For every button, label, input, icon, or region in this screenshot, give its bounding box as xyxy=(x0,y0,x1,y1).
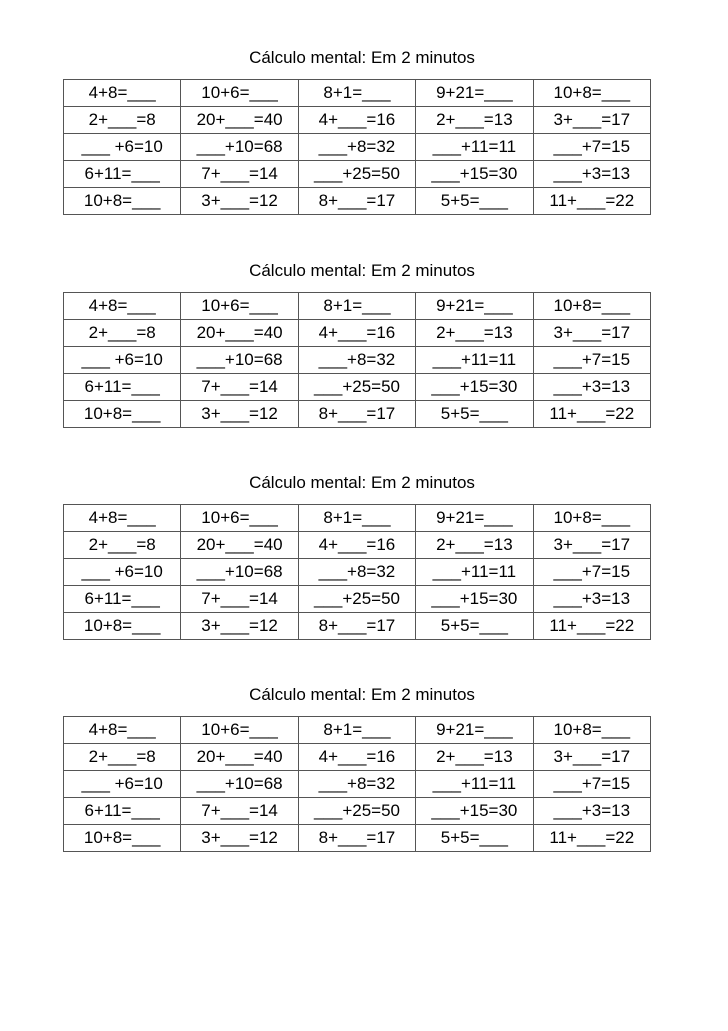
exercise-cell: 2+___=13 xyxy=(416,320,533,347)
exercise-cell: 10+6=___ xyxy=(181,717,298,744)
exercise-cell: 3+___=12 xyxy=(181,613,298,640)
exercise-cell: 10+8=___ xyxy=(533,80,650,107)
worksheet-2 xyxy=(63,256,651,428)
exercise-cell: 3+___=17 xyxy=(533,320,650,347)
table-row xyxy=(64,771,651,798)
exercise-cell: ___+8=32 xyxy=(298,559,415,586)
exercise-cell: 11+___=22 xyxy=(533,825,650,852)
exercise-cell: ___+15=30 xyxy=(416,798,533,825)
exercise-cell: 8+1=___ xyxy=(298,505,415,532)
table-row xyxy=(64,744,651,771)
exercise-cell: 3+___=17 xyxy=(533,744,650,771)
exercise-cell: 4+8=___ xyxy=(64,717,181,744)
exercise-cell: 8+___=17 xyxy=(298,825,415,852)
exercise-cell: ___ +6=10 xyxy=(64,134,181,161)
table-row xyxy=(64,320,651,347)
exercise-cell: ___+11=11 xyxy=(416,771,533,798)
exercise-cell: 3+___=17 xyxy=(533,107,650,134)
exercise-cell: ___+8=32 xyxy=(298,771,415,798)
exercise-cell: 8+1=___ xyxy=(298,293,415,320)
table-row xyxy=(64,374,651,401)
exercise-cell: 20+___=40 xyxy=(181,744,298,771)
exercise-table xyxy=(63,292,651,428)
table-row xyxy=(64,161,651,188)
table-row xyxy=(64,347,651,374)
exercise-cell: ___+3=13 xyxy=(533,586,650,613)
exercise-cell: 9+21=___ xyxy=(416,505,533,532)
exercise-cell: 4+___=16 xyxy=(298,320,415,347)
exercise-table xyxy=(63,504,651,640)
exercise-table xyxy=(63,79,651,215)
exercise-cell: 6+11=___ xyxy=(64,798,181,825)
exercise-cell: ___+25=50 xyxy=(298,161,415,188)
exercise-cell: ___ +6=10 xyxy=(64,559,181,586)
exercise-cell: 8+___=17 xyxy=(298,613,415,640)
exercise-cell: 4+___=16 xyxy=(298,532,415,559)
exercise-cell: ___+10=68 xyxy=(181,134,298,161)
exercise-cell: 11+___=22 xyxy=(533,401,650,428)
exercise-cell: ___+15=30 xyxy=(416,586,533,613)
exercise-cell: 2+___=8 xyxy=(64,107,181,134)
exercise-cell: 2+___=8 xyxy=(64,744,181,771)
exercise-cell: ___+3=13 xyxy=(533,798,650,825)
exercise-cell: 11+___=22 xyxy=(533,613,650,640)
exercise-cell: ___+8=32 xyxy=(298,134,415,161)
exercise-cell: ___+7=15 xyxy=(533,347,650,374)
table-row xyxy=(64,107,651,134)
exercise-cell: ___ +6=10 xyxy=(64,771,181,798)
exercise-cell: 2+___=8 xyxy=(64,320,181,347)
exercise-cell: 10+8=___ xyxy=(533,505,650,532)
exercise-cell: ___+11=11 xyxy=(416,134,533,161)
exercise-cell: 9+21=___ xyxy=(416,717,533,744)
exercise-cell: ___+7=15 xyxy=(533,559,650,586)
exercise-cell: 7+___=14 xyxy=(181,798,298,825)
table-row xyxy=(64,80,651,107)
table-row xyxy=(64,532,651,559)
exercise-cell: 8+___=17 xyxy=(298,188,415,215)
exercise-cell: ___+25=50 xyxy=(298,586,415,613)
table-row xyxy=(64,798,651,825)
exercise-cell: 10+6=___ xyxy=(181,80,298,107)
exercise-cell: 10+8=___ xyxy=(64,613,181,640)
table-row xyxy=(64,401,651,428)
exercise-cell: ___+10=68 xyxy=(181,347,298,374)
exercise-cell: 4+8=___ xyxy=(64,505,181,532)
exercise-cell: 20+___=40 xyxy=(181,320,298,347)
exercise-cell: 10+8=___ xyxy=(533,717,650,744)
exercise-cell: 7+___=14 xyxy=(181,161,298,188)
exercise-cell: 4+8=___ xyxy=(64,80,181,107)
exercise-cell: ___+3=13 xyxy=(533,161,650,188)
exercise-cell: 3+___=12 xyxy=(181,825,298,852)
exercise-cell: ___+25=50 xyxy=(298,374,415,401)
exercise-cell: ___+7=15 xyxy=(533,771,650,798)
table-row xyxy=(64,134,651,161)
exercise-cell: 10+8=___ xyxy=(64,188,181,215)
exercise-cell: 6+11=___ xyxy=(64,161,181,188)
table-row xyxy=(64,188,651,215)
table-row xyxy=(64,505,651,532)
exercise-table xyxy=(63,716,651,852)
exercise-cell: 4+___=16 xyxy=(298,744,415,771)
exercise-cell: ___ +6=10 xyxy=(64,347,181,374)
exercise-cell: 11+___=22 xyxy=(533,188,650,215)
exercise-cell: ___+15=30 xyxy=(416,374,533,401)
exercise-cell: 10+8=___ xyxy=(64,825,181,852)
exercise-cell: 6+11=___ xyxy=(64,374,181,401)
worksheet-title: Cálculo mental: Em 2 minutos xyxy=(249,48,475,67)
exercise-cell: 8+1=___ xyxy=(298,80,415,107)
worksheet-3 xyxy=(63,468,651,640)
table-row xyxy=(64,717,651,744)
exercise-cell: 10+6=___ xyxy=(181,293,298,320)
exercise-cell: 5+5=___ xyxy=(416,401,533,428)
exercise-cell: ___+11=11 xyxy=(416,347,533,374)
exercise-cell: 6+11=___ xyxy=(64,586,181,613)
exercise-cell: 9+21=___ xyxy=(416,293,533,320)
table-row xyxy=(64,586,651,613)
table-row xyxy=(64,825,651,852)
exercise-cell: 2+___=13 xyxy=(416,532,533,559)
exercise-cell: 8+1=___ xyxy=(298,717,415,744)
table-row xyxy=(64,613,651,640)
exercise-cell: 2+___=8 xyxy=(64,532,181,559)
exercise-cell: 5+5=___ xyxy=(416,188,533,215)
exercise-cell: 4+8=___ xyxy=(64,293,181,320)
exercise-cell: ___+8=32 xyxy=(298,347,415,374)
exercise-cell: 7+___=14 xyxy=(181,586,298,613)
exercise-cell: 2+___=13 xyxy=(416,744,533,771)
worksheet-4 xyxy=(63,680,651,852)
worksheet-1 xyxy=(63,43,651,215)
exercise-cell: ___+10=68 xyxy=(181,559,298,586)
exercise-cell: ___+10=68 xyxy=(181,771,298,798)
exercise-cell: ___+3=13 xyxy=(533,374,650,401)
exercise-cell: 20+___=40 xyxy=(181,107,298,134)
exercise-cell: 3+___=17 xyxy=(533,532,650,559)
exercise-cell: 4+___=16 xyxy=(298,107,415,134)
exercise-cell: 3+___=12 xyxy=(181,401,298,428)
worksheet-title: Cálculo mental: Em 2 minutos xyxy=(249,261,475,280)
exercise-cell: 9+21=___ xyxy=(416,80,533,107)
exercise-cell: 8+___=17 xyxy=(298,401,415,428)
worksheet-title: Cálculo mental: Em 2 minutos xyxy=(249,685,475,704)
exercise-cell: ___+7=15 xyxy=(533,134,650,161)
table-row xyxy=(64,559,651,586)
exercise-cell: 3+___=12 xyxy=(181,188,298,215)
exercise-cell: 10+6=___ xyxy=(181,505,298,532)
exercise-cell: 2+___=13 xyxy=(416,107,533,134)
exercise-cell: 20+___=40 xyxy=(181,532,298,559)
worksheet-title: Cálculo mental: Em 2 minutos xyxy=(249,473,475,492)
table-row xyxy=(64,293,651,320)
exercise-cell: 5+5=___ xyxy=(416,825,533,852)
exercise-cell: ___+25=50 xyxy=(298,798,415,825)
exercise-cell: ___+15=30 xyxy=(416,161,533,188)
exercise-cell: 10+8=___ xyxy=(533,293,650,320)
exercise-cell: 7+___=14 xyxy=(181,374,298,401)
exercise-cell: ___+11=11 xyxy=(416,559,533,586)
exercise-cell: 5+5=___ xyxy=(416,613,533,640)
exercise-cell: 10+8=___ xyxy=(64,401,181,428)
